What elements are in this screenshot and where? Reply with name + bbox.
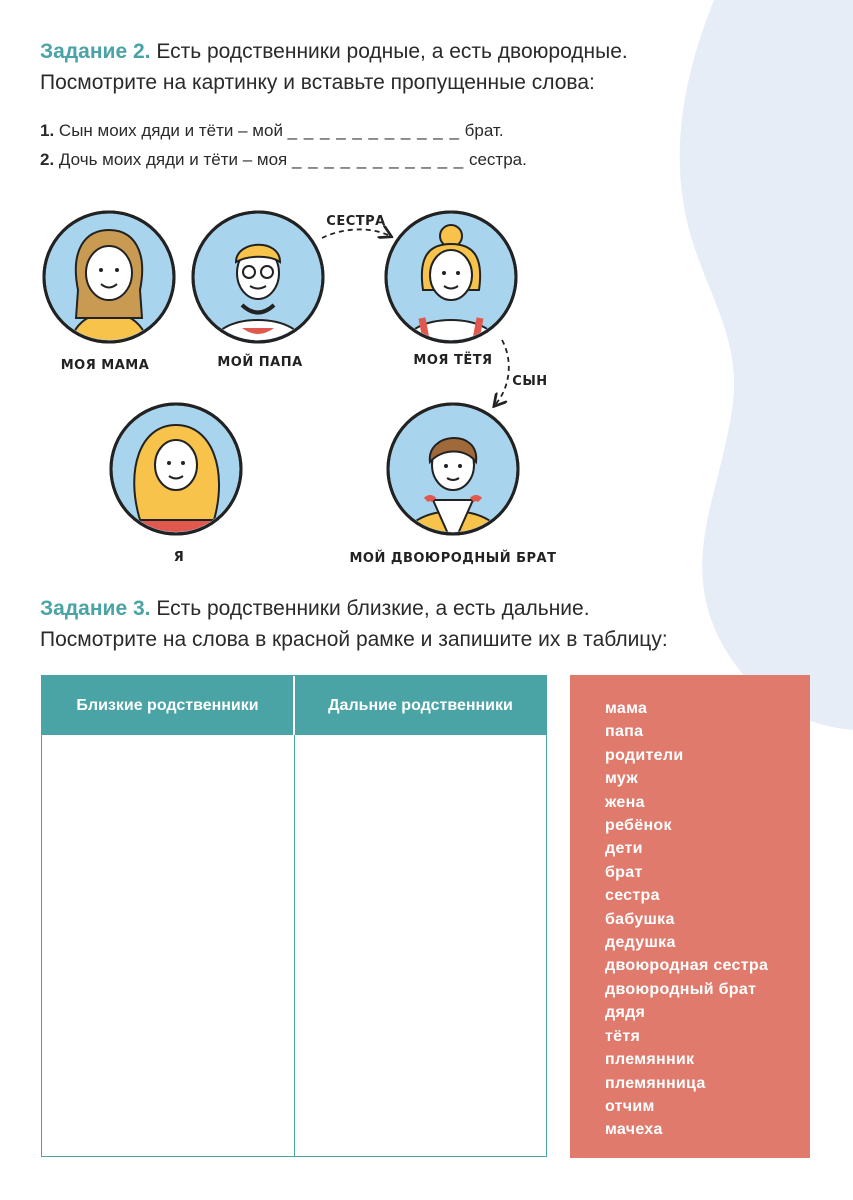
task-3-line-1: Есть родственники близкие, а есть дальние. (156, 597, 590, 620)
arrow-label-sister: СЕСТРА (326, 214, 386, 229)
task-3-heading (40, 593, 668, 655)
word-item: тётя (605, 1027, 641, 1045)
word-item: брат (605, 863, 643, 881)
exercise-2 (40, 150, 527, 170)
word-item: племянница (605, 1074, 706, 1092)
mom-portrait (44, 212, 174, 350)
word-item: муж (605, 770, 638, 788)
word-item: ребёнок (605, 817, 672, 835)
task-2-line-2: Посмотрите на картинку и вставьте пропущенные слова: (40, 71, 595, 94)
me-portrait (111, 404, 241, 545)
exercise-1-blank[interactable]: _ _ _ _ _ _ _ _ _ _ _ (287, 121, 460, 140)
dad-portrait (193, 212, 323, 350)
word-item: племянник (605, 1051, 695, 1069)
close-relatives-cell[interactable] (42, 735, 295, 1156)
column-close-relatives: Близкие родственники (42, 676, 295, 735)
word-item: двоюродный брат (605, 980, 757, 998)
task-2-heading (40, 36, 628, 98)
task-3-line-2: Посмотрите на слова в красной рамке и запишите их в таблицу: (40, 628, 668, 651)
aunt-portrait (386, 212, 516, 350)
son-arrow (495, 340, 509, 405)
caption-cousin: МОЙ ДВОЮРОДНЫЙ БРАТ (349, 551, 557, 566)
word-item: дедушка (605, 934, 676, 952)
caption-aunt: МОЯ ТЁТЯ (413, 353, 493, 368)
relatives-table (41, 675, 547, 1157)
exercise-1 (40, 121, 504, 141)
word-item: родители (605, 746, 684, 764)
column-distant-relatives: Дальние родственники (328, 696, 513, 714)
word-list (605, 697, 810, 1142)
sister-arrow (322, 229, 390, 238)
exercise-2-number: 2. (40, 150, 55, 169)
task-2-line-1: Есть родственники родные, а есть двоюродные. (156, 40, 628, 63)
exercise-2-blank[interactable]: _ _ _ _ _ _ _ _ _ _ _ (292, 150, 465, 169)
family-tree-illustration (30, 200, 590, 575)
distant-relatives-cell[interactable] (295, 735, 547, 1156)
exercise-1-number: 1. (40, 121, 55, 140)
arrow-label-son: СЫН (512, 374, 548, 389)
table-header (42, 676, 546, 735)
task-3-number: Задание 3. (40, 597, 151, 620)
word-item: бабушка (605, 910, 675, 928)
exercise-2-text: Дочь моих дяди и тёти – моя (58, 150, 288, 169)
exercise-1-ending: брат. (464, 121, 504, 140)
word-item: дядя (605, 1004, 646, 1022)
word-item: мама (605, 700, 648, 717)
exercise-1-text: Сын моих дяди и тёти – мой (58, 121, 283, 140)
exercise-2-ending: сестра. (468, 150, 527, 169)
caption-me: Я (173, 550, 185, 565)
cousin-portrait (388, 404, 518, 545)
word-bank (570, 675, 810, 1158)
word-item: мачеха (605, 1121, 663, 1139)
word-item: жена (605, 793, 645, 811)
word-item: папа (605, 723, 644, 741)
table-body (42, 735, 546, 1156)
caption-mom: МОЯ МАМА (60, 358, 150, 373)
word-item: двоюродная сестра (605, 957, 769, 975)
task-2-number: Задание 2. (40, 40, 151, 63)
word-item: отчим (605, 1097, 655, 1115)
word-item: сестра (605, 887, 660, 905)
caption-dad: МОЙ ПАПА (217, 355, 303, 370)
word-item: дети (605, 840, 643, 858)
